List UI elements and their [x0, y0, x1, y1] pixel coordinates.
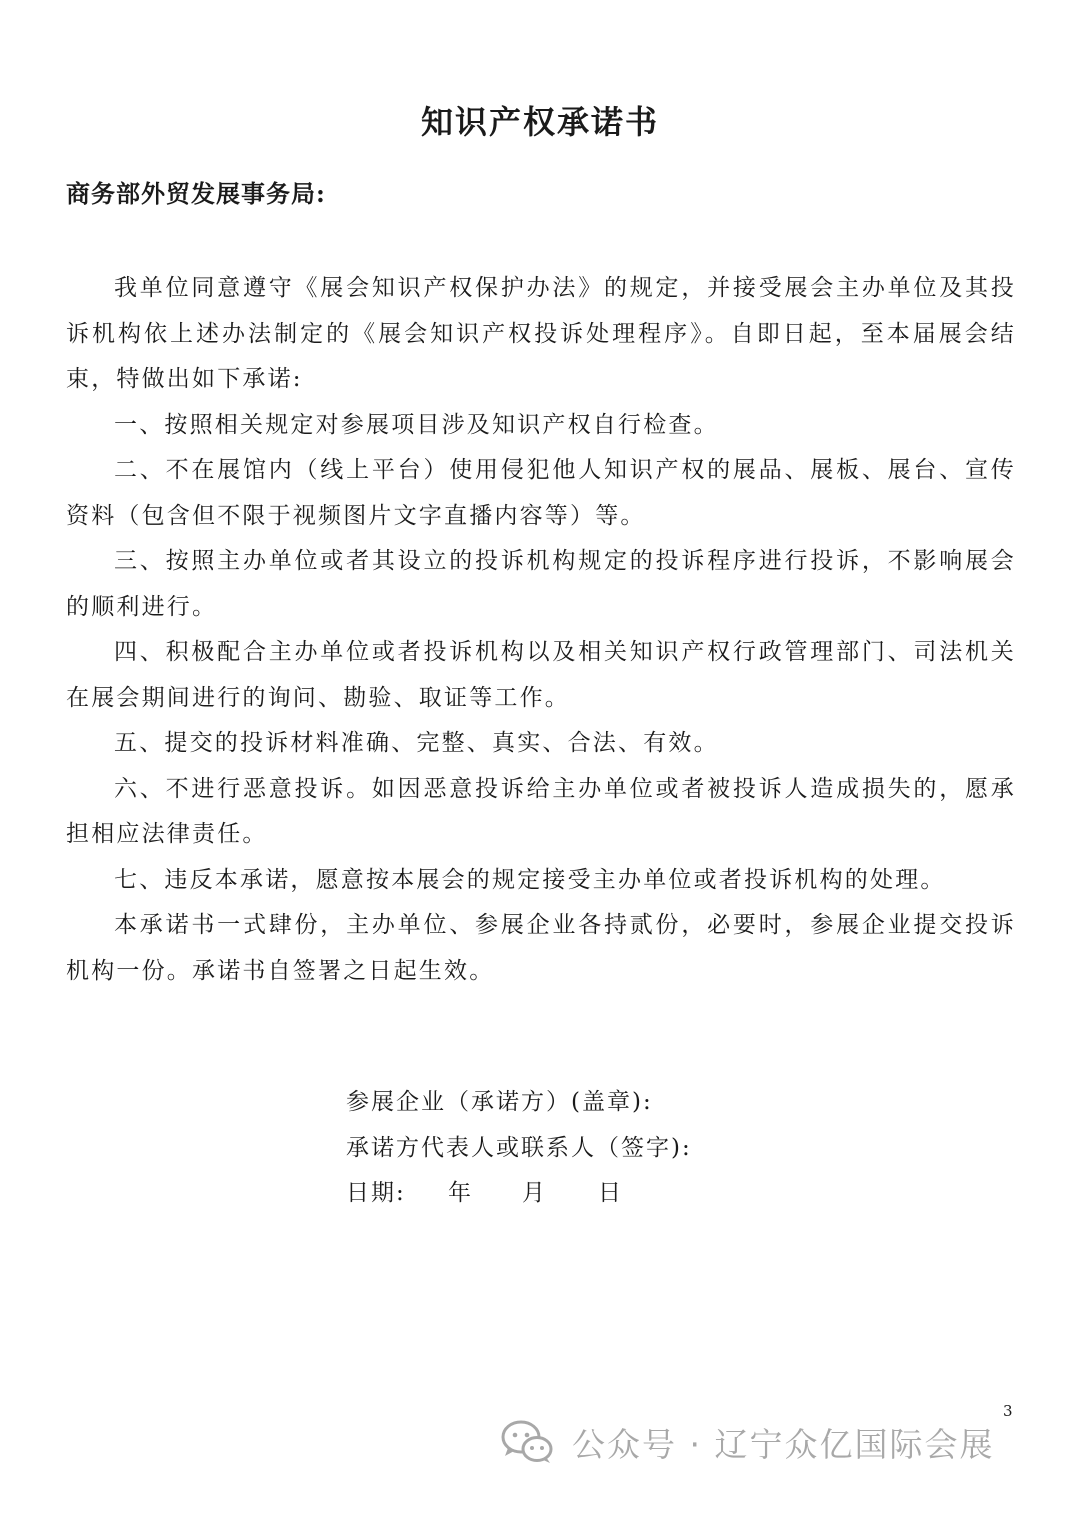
commitment-item: 一、按照相关规定对参展项目涉及知识产权自行检查。 [114, 411, 719, 438]
page-number: 3 [1003, 1402, 1013, 1420]
date-year: 年 [448, 1180, 473, 1206]
commitment-item: 三、按照主办单位或者其设立的投诉机构规定的投诉程序进行投诉，不影响展会的顺利进行。 [66, 548, 1016, 620]
company-seal-line: 参展企业（承诺方）(盖章): [346, 1089, 653, 1115]
wechat-icon [500, 1419, 554, 1465]
signature-block [346, 1080, 692, 1217]
watermark-text: 公众号 · 辽宁众亿国际会展 [572, 1424, 995, 1464]
watermark [500, 1412, 994, 1472]
commitment-item: 六、不进行恶意投诉。如因恶意投诉给主办单位或者被投诉人造成损失的，愿承担相应法律责任。 [66, 775, 1016, 847]
commitment-item: 四、积极配合主办单位或者投诉机构以及相关知识产权行政管理部门、司法机关在展会期间进行的询问、勘验、取证等工作。 [66, 639, 1016, 711]
intro-paragraph: 我单位同意遵守《展会知识产权保护办法》的规定，并接受展会主办单位及其投诉机构依上述办法制定的《展会知识产权投诉处理程序》。自即日起，至本届展会结束，特做出如下承诺: [66, 275, 1016, 392]
document-title: 知识产权承诺书 [420, 103, 659, 141]
closing-paragraph: 本承诺书一式肆份，主办单位、参展企业各持贰份，必要时，参展企业提交投诉机构一份。承诺书自签署之日起生效。 [66, 912, 1016, 984]
representative-signature-line: 承诺方代表人或联系人（签字): [346, 1134, 692, 1161]
addressee: 商务部外贸发展事务局: [66, 179, 326, 208]
commitment-item: 二、不在展馆内（线上平台）使用侵犯他人知识产权的展品、展板、展台、宣传资料（包含但不限于视频图片文字直播内容等）等。 [66, 457, 1016, 529]
date-label: 日期: [346, 1180, 406, 1206]
body-text [66, 266, 1016, 994]
commitment-item: 五、提交的投诉材料准确、完整、真实、合法、有效。 [114, 730, 719, 756]
date-month: 月 [522, 1180, 547, 1206]
date-line [346, 1171, 692, 1217]
commitment-item: 七、违反本承诺，愿意按本展会的规定接受主办单位或者投诉机构的处理。 [114, 866, 946, 893]
date-day: 日 [598, 1180, 623, 1206]
